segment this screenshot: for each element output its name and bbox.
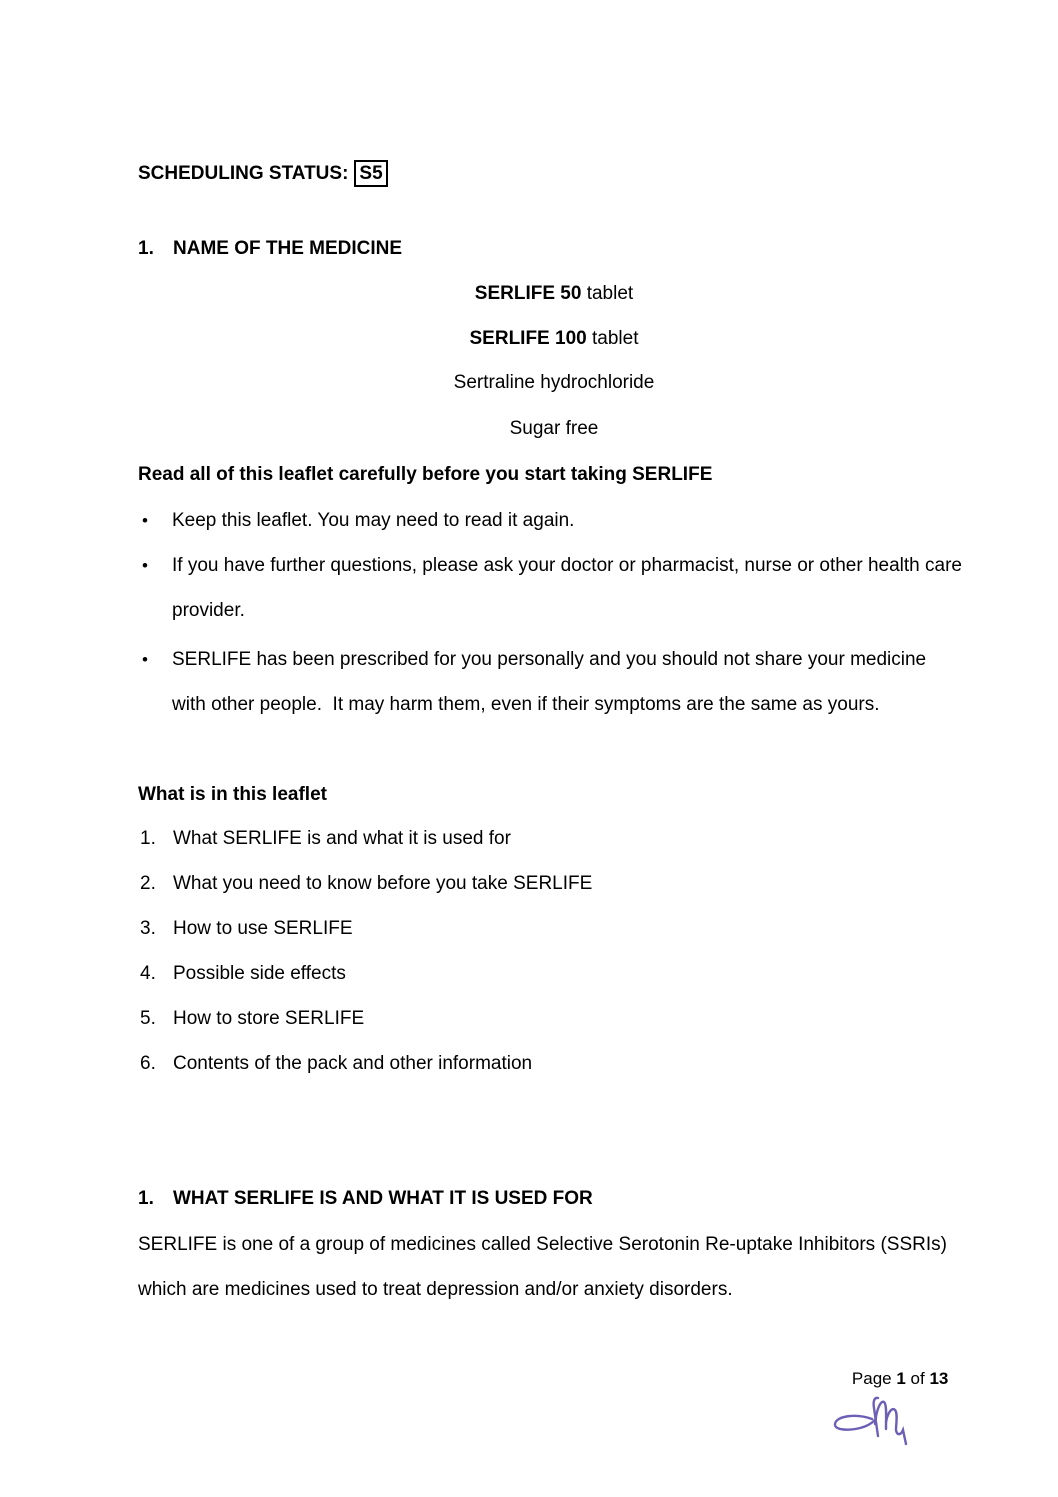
heading-text: NAME OF THE MEDICINE xyxy=(173,238,403,259)
bullet-line: If you have further questions, please ask your doctor or pharmacist, nurse or other health care xyxy=(172,555,962,576)
footer-page-word: Page xyxy=(851,1369,897,1388)
product-name-50-bold: SERLIFE 50 xyxy=(474,283,582,304)
scheduling-status xyxy=(138,160,388,187)
toc-item-label: What you need to know before you take SERLIFE xyxy=(173,873,593,894)
product-name-100-bold: SERLIFE 100 xyxy=(469,328,587,349)
bullet-icon: • xyxy=(142,511,148,530)
scheduling-status-value-box xyxy=(354,160,387,187)
signature-scribble xyxy=(828,1388,916,1452)
toc-item-3 xyxy=(140,906,992,951)
toc-item-label: How to use SERLIFE xyxy=(173,918,353,939)
bullet-line: provider. xyxy=(172,600,245,621)
heading-number: 1. xyxy=(138,1188,154,1209)
toc-item-label: How to store SERLIFE xyxy=(173,1008,365,1029)
product-name-50 xyxy=(138,271,970,316)
toc-item-number: 2. xyxy=(140,873,156,894)
toc-item-6 xyxy=(140,1041,992,1086)
scheduling-status-label: SCHEDULING STATUS: xyxy=(138,163,349,184)
active-substance: Sertraline hydrochloride xyxy=(453,372,655,393)
name-of-medicine-heading xyxy=(138,226,402,271)
toc-item-5 xyxy=(140,996,992,1041)
bullet-further-questions xyxy=(138,543,990,633)
what-serlife-heading xyxy=(138,1176,593,1221)
heading-number: 1. xyxy=(138,238,154,259)
toc-item-1 xyxy=(140,816,992,861)
product-name-100-suffix: tablet xyxy=(586,328,639,349)
toc-item-4 xyxy=(140,951,992,996)
read-leaflet-heading: Read all of this leaflet carefully before you start taking SERLIFE xyxy=(138,464,713,485)
toc-item-label: Possible side effects xyxy=(173,963,346,984)
sugar-free-note: Sugar free xyxy=(509,418,599,439)
footer-page-number: 1 xyxy=(896,1369,906,1388)
bullet-line: with other people. It may harm them, even if their symptoms are the same as yours. xyxy=(172,694,880,715)
toc-item-label: Contents of the pack and other information xyxy=(173,1053,533,1074)
toc-item-number: 3. xyxy=(140,918,156,939)
product-name-50-suffix: tablet xyxy=(581,283,634,304)
bullet-keep-leaflet xyxy=(138,498,990,543)
toc-item-number: 4. xyxy=(140,963,156,984)
toc-list xyxy=(140,816,992,1086)
bullet-icon: • xyxy=(142,556,148,575)
product-name-100 xyxy=(138,316,970,361)
bullet-line: SERLIFE has been prescribed for you personally and you should not share your medicine xyxy=(172,649,927,670)
toc-item-number: 6. xyxy=(140,1053,156,1074)
toc-heading: What is in this leaflet xyxy=(138,784,327,805)
footer-of-word: of xyxy=(905,1369,930,1388)
bullet-icon: • xyxy=(142,650,148,669)
body-line: SERLIFE is one of a group of medicines called Selective Serotonin Re-uptake Inhibitors (SSRIs) xyxy=(138,1234,947,1255)
body-line: which are medicines used to treat depression and/or anxiety disorders. xyxy=(138,1279,733,1300)
bullet-line: Keep this leaflet. You may need to read it again. xyxy=(172,510,575,531)
scheduling-status-value: S5 xyxy=(359,163,383,184)
toc-item-number: 1. xyxy=(140,828,156,849)
toc-item-2 xyxy=(140,861,992,906)
heading-text: WHAT SERLIFE IS AND WHAT IT IS USED FOR xyxy=(173,1188,593,1209)
footer-total-pages: 13 xyxy=(929,1369,949,1388)
toc-item-label: What SERLIFE is and what it is used for xyxy=(173,828,511,849)
what-serlife-body xyxy=(138,1222,990,1312)
toc-item-number: 5. xyxy=(140,1008,156,1029)
bullet-prescribed-personally xyxy=(138,637,990,727)
